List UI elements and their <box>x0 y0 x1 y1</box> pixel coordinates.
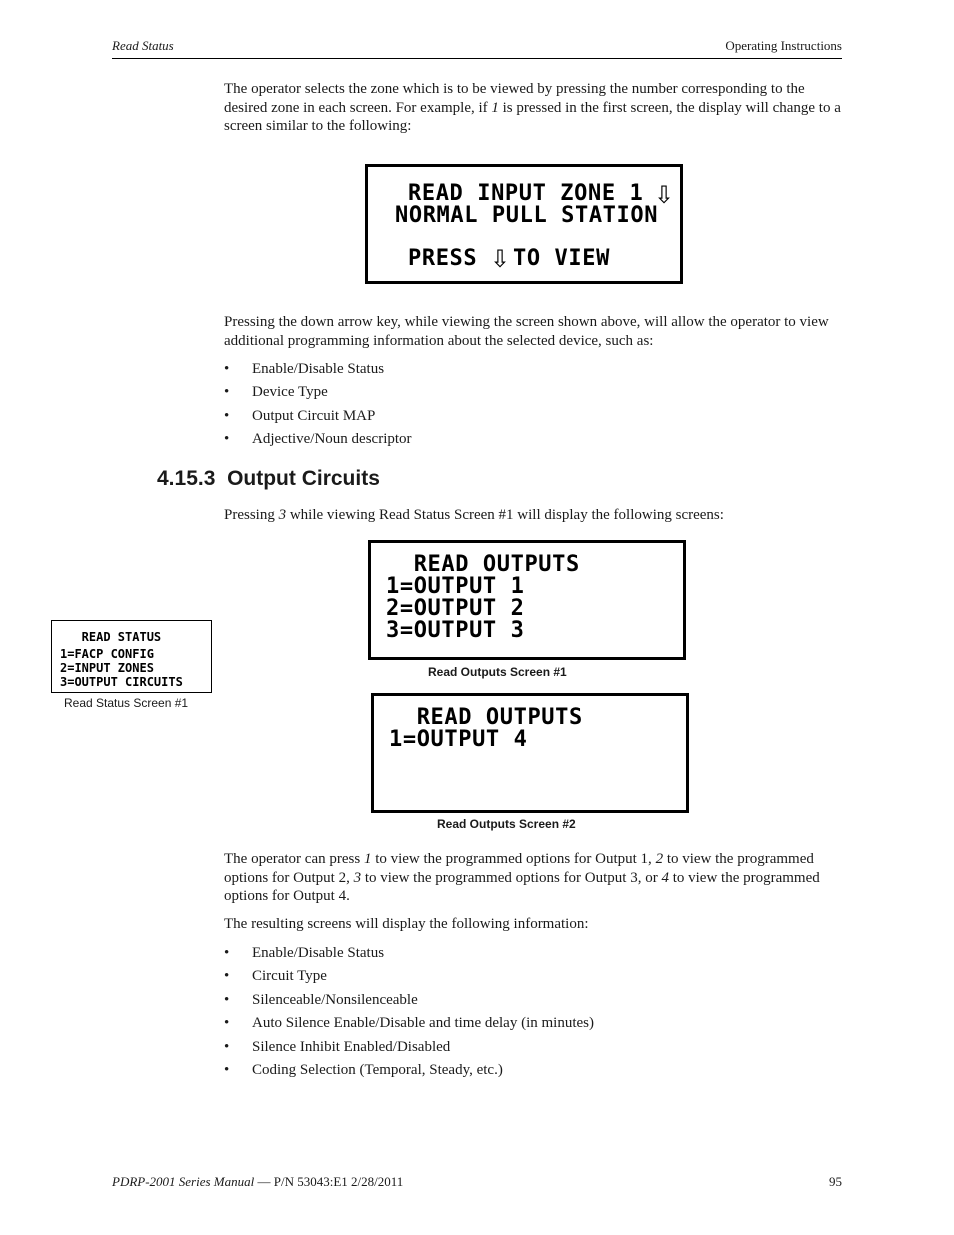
lcd-line-3: 2=INPUT ZONES <box>60 661 154 675</box>
section-title: Output Circuits <box>227 467 380 490</box>
bullet-dot: • <box>224 431 230 448</box>
read-outputs-lcd-screen-1 <box>368 540 686 660</box>
list-item-text: Silence Inhibit Enabled/Disabled <box>252 1038 451 1055</box>
lcd-line-1: READ INPUT ZONE 1 <box>408 181 644 206</box>
options-text: to view the programmed options for Output 4. <box>224 869 820 904</box>
read-outputs-caption-1: Read Outputs Screen #1 <box>428 665 567 679</box>
list-item-text: Device Type <box>252 384 328 401</box>
bullet-dot: • <box>224 968 230 985</box>
footer-part-number: — P/N 53043:E1 2/28/2011 <box>254 1174 404 1189</box>
running-header-section: Read Status <box>112 38 174 53</box>
section-number: 4.15.3 <box>157 467 216 490</box>
zone-lcd-screen <box>365 164 683 284</box>
resulting-paragraph: The resulting screens will display the following information: <box>224 916 589 932</box>
pressing-key: 3 <box>278 507 287 523</box>
read-outputs-caption-2: Read Outputs Screen #2 <box>437 817 576 831</box>
list-item <box>224 1061 594 1084</box>
list-item <box>224 1038 594 1061</box>
bullet-dot: • <box>224 384 230 401</box>
lcd-line-1: READ OUTPUTS <box>386 552 580 577</box>
options-text: to view the programmed options for Output 2, <box>224 851 814 886</box>
options-text: The operator can press <box>224 851 364 867</box>
list-item-text: Output Circuit MAP <box>252 407 376 424</box>
list-item <box>224 1014 594 1037</box>
down-arrow-icon: ⇩ <box>654 181 675 209</box>
bullet-dot: • <box>224 945 230 961</box>
bullet-dot: • <box>224 1015 230 1032</box>
options-text: to view the programmed options for Output 1, <box>371 851 656 867</box>
list-item-text: Enable/Disable Status <box>252 361 385 377</box>
list-item <box>224 991 594 1014</box>
section-heading <box>157 467 380 491</box>
lcd-line-1: READ STATUS <box>60 630 162 644</box>
read-status-caption: Read Status Screen #1 <box>64 696 189 710</box>
down-arrow-icon: ⇩ <box>490 245 511 273</box>
header-rule <box>112 58 842 59</box>
down-arrow-paragraph: Pressing the down arrow key, while viewing the screen shown above, will allow the operator to view additional programming information about the selected device, such as: <box>224 314 829 349</box>
pressing-paragraph <box>224 506 842 525</box>
bullet-dot: • <box>224 407 230 424</box>
page-number: 95 <box>829 1174 842 1189</box>
list-item-text: Adjective/Noun descriptor <box>252 431 412 448</box>
list-item <box>224 430 412 453</box>
list-item-text: Circuit Type <box>252 968 327 985</box>
footer-manual-info <box>112 1174 403 1190</box>
bullet-dot: • <box>224 361 230 377</box>
read-status-lcd-screen <box>51 620 212 693</box>
footer-manual-name: PDRP-2001 Series Manual <box>112 1174 255 1189</box>
list-item <box>224 383 412 406</box>
options-key: 4 <box>661 869 669 886</box>
intro-key: 1 <box>491 99 499 116</box>
options-text: to view the programmed options for Output 3, or <box>361 869 662 886</box>
options-key: 1 <box>363 851 372 867</box>
lcd-line-2: 1=OUTPUT 1 <box>386 574 525 599</box>
list-item-text: Coding Selection (Temporal, Steady, etc.) <box>252 1061 503 1078</box>
bullet-list-device-info <box>224 360 412 454</box>
list-item <box>224 967 594 990</box>
bullet-dot: • <box>224 991 230 1008</box>
lcd-line-2: NORMAL PULL STATION <box>395 203 659 228</box>
pressing-text-a: Pressing <box>224 507 279 523</box>
list-item <box>224 944 594 967</box>
lcd-line-2: 1=OUTPUT 4 <box>389 727 528 752</box>
lcd-line-1: READ OUTPUTS <box>389 705 583 730</box>
read-outputs-lcd-screen-2 <box>371 693 689 813</box>
bullet-dot: • <box>224 1038 230 1055</box>
list-item <box>224 360 412 383</box>
list-item-text: Enable/Disable Status <box>252 945 385 961</box>
intro-text-b: is pressed in the first screen, the display will change to a screen similar to the following: <box>224 99 841 134</box>
lcd-line-3b: TO VIEW <box>513 246 610 271</box>
lcd-line-3a: PRESS <box>408 246 492 271</box>
list-item-text: Auto Silence Enable/Disable and time delay (in minutes) <box>252 1015 594 1032</box>
running-header-chapter: Operating Instructions <box>725 38 842 53</box>
options-key: 3 <box>353 869 362 886</box>
press-options-paragraph <box>224 850 842 906</box>
options-key: 2 <box>655 851 664 867</box>
lcd-line-2: 1=FACP CONFIG <box>60 647 154 661</box>
pressing-text-b: while viewing Read Status Screen #1 will display the following screens: <box>286 507 724 523</box>
lcd-line-4: 3=OUTPUT CIRCUITS <box>60 675 183 689</box>
list-item-text: Silenceable/Nonsilenceable <box>252 991 418 1008</box>
lcd-line-3: 2=OUTPUT 2 <box>386 596 525 621</box>
lcd-line-4: 3=OUTPUT 3 <box>386 618 525 643</box>
intro-text-a: The operator selects the zone which is to be viewed by pressing the number corresponding to the desired zone in each screen. For example, if <box>224 81 805 116</box>
list-item <box>224 407 412 430</box>
bullet-list-output-info <box>224 944 594 1084</box>
intro-paragraph <box>224 80 842 136</box>
bullet-dot: • <box>224 1061 230 1078</box>
